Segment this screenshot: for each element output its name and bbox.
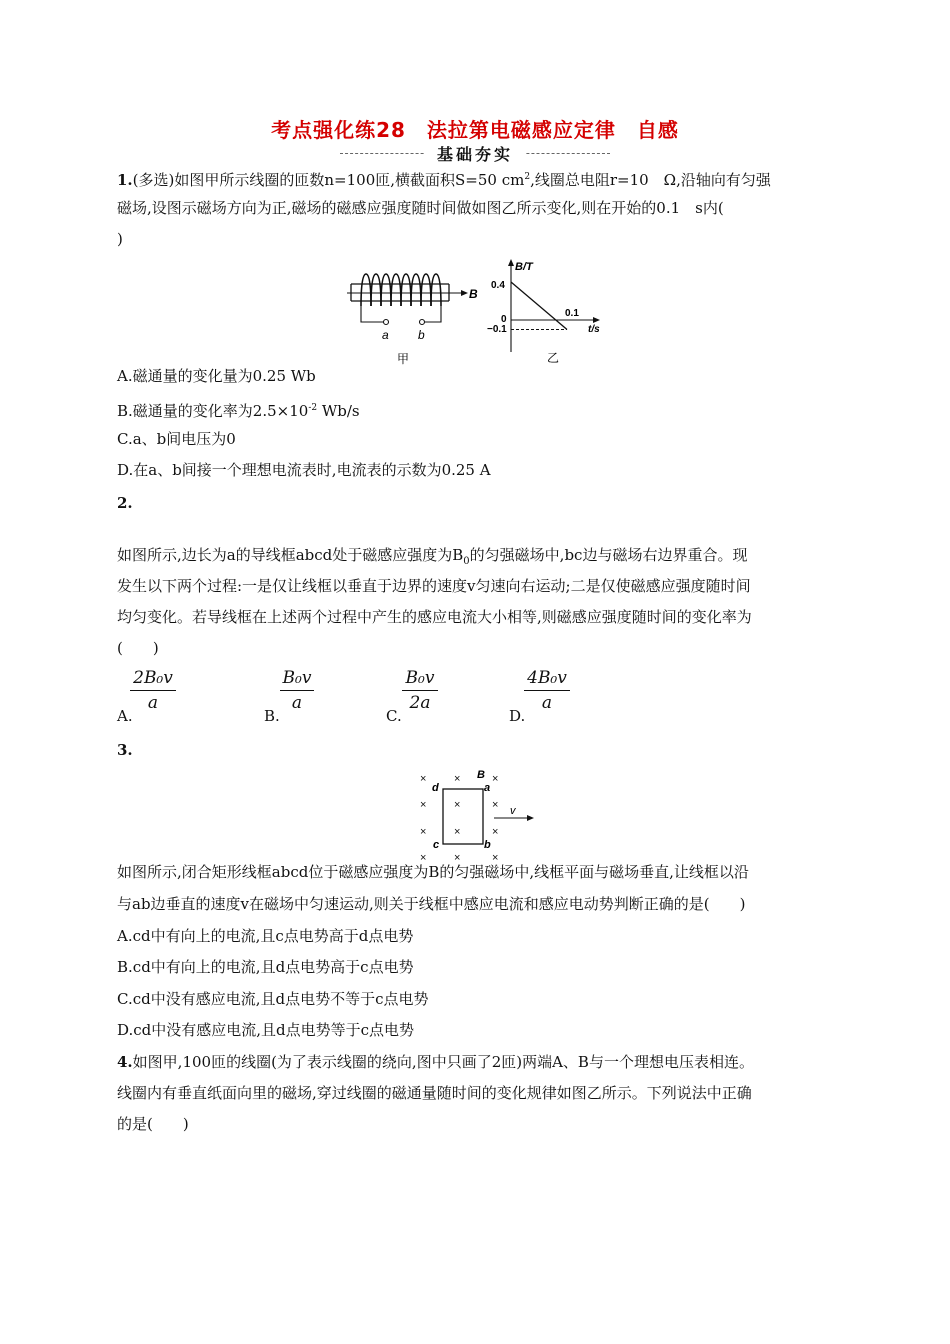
cross: × bbox=[492, 773, 499, 785]
q2-option-a-letter: A. bbox=[117, 707, 133, 725]
q2-option-b-denominator: a bbox=[291, 693, 303, 713]
q2-option-d-letter: D. bbox=[509, 707, 526, 725]
q2-option-c-fraction bbox=[402, 668, 438, 713]
series-line bbox=[511, 282, 567, 330]
q4-number: 4. bbox=[117, 1053, 133, 1071]
q3-line-2: 与ab边垂直的速度v在磁场中匀速运动,则关于线框中感应电流和感应电动势判断正确的是( ) bbox=[117, 895, 746, 913]
cross: × bbox=[492, 799, 499, 811]
figure-yi-caption: 乙 bbox=[547, 351, 560, 365]
q1-sup: 2 bbox=[524, 172, 531, 182]
q2-option-b-numerator: B₀v bbox=[282, 668, 312, 688]
velocity-arrowhead bbox=[527, 815, 534, 821]
q2-option-a-denominator: a bbox=[147, 693, 159, 713]
label-d: d bbox=[432, 782, 439, 794]
cross: × bbox=[454, 773, 461, 785]
x-tick: 0.1 bbox=[565, 308, 579, 319]
q4-line-1 bbox=[117, 1047, 754, 1078]
q2-option-b-fraction bbox=[280, 668, 314, 713]
figure-jia-caption: 甲 bbox=[397, 352, 410, 366]
q3-option-a: A.cd中有向上的电流,且c点电势高于d点电势 bbox=[117, 927, 414, 945]
label-B: B bbox=[477, 769, 485, 781]
label-v: v bbox=[510, 805, 516, 817]
cross: × bbox=[420, 852, 427, 864]
q2-option-a-numerator: 2B₀v bbox=[133, 668, 173, 688]
terminal-b-label: b bbox=[418, 328, 425, 342]
q1-line-1 bbox=[117, 162, 771, 196]
q2-option-c-numerator: B₀v bbox=[405, 668, 435, 688]
coil-leads bbox=[361, 306, 441, 325]
x-axis-arrow bbox=[593, 317, 600, 323]
q3-line-1: 如图所示,闭合矩形线框abcd位于磁感应强度为B的匀强磁场中,线框平面与磁场垂直,让线框以沿 bbox=[117, 863, 749, 881]
cross: × bbox=[454, 826, 461, 838]
q2-line-2: 发生以下两个过程:一是仅让线框以垂直于边界的速度v匀速向右运动;二是仅使磁感应强度随时间 bbox=[117, 577, 751, 595]
q2-line-4: ( ) bbox=[117, 639, 159, 657]
q1-line-2: 磁场,设图示磁场方向为正,磁场的磁感应强度随时间做如图乙所示变化,则在开始的0.1 s内( bbox=[117, 199, 724, 217]
q1-option-b-unit: Wb/s bbox=[317, 402, 360, 420]
q2-text-a: 如图所示,边长为a的导线框abcd处于磁感应强度为B bbox=[117, 546, 464, 564]
y-tick-zero: 0 bbox=[501, 314, 507, 325]
q1-figure-yi bbox=[485, 256, 615, 368]
y-axis-label: B/T bbox=[515, 261, 533, 273]
terminal-a-label: a bbox=[382, 328, 389, 342]
solenoid-axis bbox=[347, 290, 468, 296]
cross: × bbox=[454, 799, 461, 811]
q2-option-b-letter: B. bbox=[264, 707, 280, 725]
q2-option-d-fraction bbox=[524, 668, 570, 713]
q1-option-d: D.在a、b间接一个理想电流表时,电流表的示数为0.25 A bbox=[117, 461, 491, 479]
q4-line-3: 的是( ) bbox=[117, 1115, 189, 1133]
q2-option-c-letter: C. bbox=[386, 707, 402, 725]
q2-option-d-numerator: 4B₀v bbox=[527, 668, 567, 688]
cross: × bbox=[492, 826, 499, 838]
label-c: c bbox=[433, 839, 440, 851]
q1-option-a: A.磁通量的变化量为0.25 Wb bbox=[117, 367, 316, 385]
q3-number: 3. bbox=[117, 741, 133, 759]
q1-option-b-text: B.磁通量的变化率为2.5×10 bbox=[117, 402, 309, 420]
cross: × bbox=[420, 799, 427, 811]
q2-line-3: 均匀变化。若导线框在上述两个过程中产生的感应电流大小相等,则磁感应强度随时间的变化率为 bbox=[117, 608, 752, 626]
section-title: 基础夯实 bbox=[425, 142, 525, 164]
q3-option-c: C.cd中没有感应电流,且d点电势不等于c点电势 bbox=[117, 990, 429, 1008]
q1-figure-jia bbox=[345, 262, 485, 374]
q1-number: 1. bbox=[117, 171, 133, 189]
q4-line-2: 线圈内有垂直纸面向里的磁场,穿过线圈的磁通量随时间的变化规律如图乙所示。下列说法中正确 bbox=[117, 1084, 752, 1102]
q2-number: 2. bbox=[117, 494, 133, 512]
y-axis-arrow bbox=[508, 259, 514, 266]
q1-text-a: (多选)如图甲所示线圈的匝数n=100匝,横截面积S=50 cm bbox=[132, 171, 525, 189]
q2-sub: 0 bbox=[463, 556, 470, 567]
cross: × bbox=[492, 852, 499, 864]
rectangular-loop bbox=[443, 789, 483, 844]
x-axis-label: t/s bbox=[588, 324, 600, 335]
q2-option-c-denominator: 2a bbox=[409, 693, 431, 713]
q3-figure bbox=[410, 764, 550, 868]
q3-option-d: D.cd中没有感应电流,且d点电势等于c点电势 bbox=[117, 1021, 415, 1039]
page-title: 考点强化练28 法拉第电磁感应定律 自感 bbox=[271, 118, 679, 142]
q1-line-3: ) bbox=[117, 230, 123, 248]
q1-option-b-sup: -2 bbox=[308, 403, 318, 413]
y-tick-top: 0.4 bbox=[491, 280, 505, 291]
field-label-B: B bbox=[469, 287, 478, 301]
q2-option-d-denominator: a bbox=[541, 693, 553, 713]
q4-text-1: 如图甲,100匝的线圈(为了表示线圈的绕向,图中只画了2匝)两端A、B与一个理想电压表相连。 bbox=[132, 1053, 754, 1071]
q2-text-b: 的匀强磁场中,bc边与磁场右边界重合。现 bbox=[469, 546, 748, 564]
q2-option-a-fraction bbox=[130, 668, 176, 713]
cross: × bbox=[420, 773, 427, 785]
q3-option-b: B.cd中有向上的电流,且d点电势高于c点电势 bbox=[117, 958, 414, 976]
label-b: b bbox=[484, 839, 491, 851]
q1-option-b bbox=[117, 393, 360, 427]
q1-option-c: C.a、b间电压为0 bbox=[117, 430, 236, 448]
label-a: a bbox=[484, 782, 491, 794]
cross: × bbox=[420, 826, 427, 838]
cross: × bbox=[454, 852, 461, 864]
q1-text-b: ,线圈总电阻r=10 Ω,沿轴向有匀强 bbox=[530, 171, 771, 189]
y-tick-neg: −0.1 bbox=[487, 324, 507, 335]
